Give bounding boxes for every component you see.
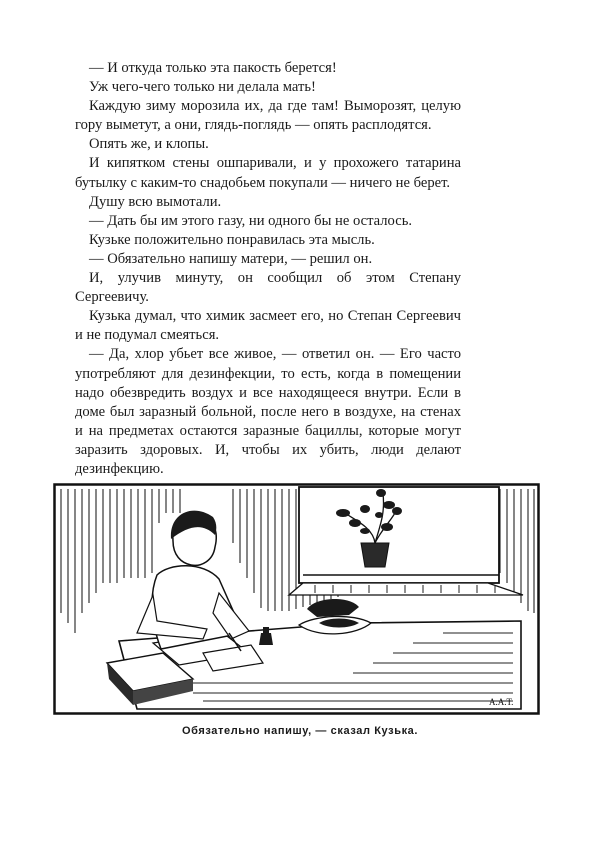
- paragraph: И, улучив минуту, он сообщил об этом Степану Сергеевичу.: [75, 270, 461, 306]
- paragraph: — Обязательно напишу матери, — решил он.: [89, 250, 373, 267]
- paragraph: Кузька думал, что химик засмеет его, но Степан Сергеевич и не подумал смеяться.: [75, 308, 461, 344]
- paragraph: — Да, хлор убьет все живое, — ответил он. — Его часто употребляют для дезинфекции, то есть, когда в помещении надо обезвредить воздух и все находящееся внутри. Если в доме был заразный больной, после него в воздухе, на стенах и на предметах остаются заразные бациллы, которые могут заразить здоровых. И, чтобы их убить, люди делают дезинфекцию.: [75, 346, 461, 477]
- paragraph: Кузьке положительно понравилась эта мысль.: [89, 231, 375, 248]
- paragraph: Душу всю вымотали.: [89, 193, 222, 210]
- paragraph: — И откуда только эта пакость берется!: [89, 60, 337, 76]
- paragraph: Уж чего-чего только ни делала мать!: [89, 79, 316, 96]
- paragraph: И кипятком стены ошпаривали, и у прохожего татарина бутылку с каким-то снадобьем покупали — ничего не берет.: [75, 155, 461, 191]
- illustration-caption: Обязательно напишу, — сказал Кузька.: [181, 725, 419, 737]
- paragraph: — Дать бы им этого газу, ни одного бы не осталось.: [89, 212, 412, 229]
- boy-writing-at-desk-icon: [53, 483, 540, 715]
- body-text: [75, 59, 461, 479]
- paragraph: Опять же, и клопы.: [89, 136, 209, 153]
- paragraph: Каждую зиму морозила их, да где там! Выморозят, целую гору выметут, а они, глядь-поглядь — опять расплодятся.: [75, 98, 461, 134]
- artist-signature: А.А.Т.: [489, 697, 514, 707]
